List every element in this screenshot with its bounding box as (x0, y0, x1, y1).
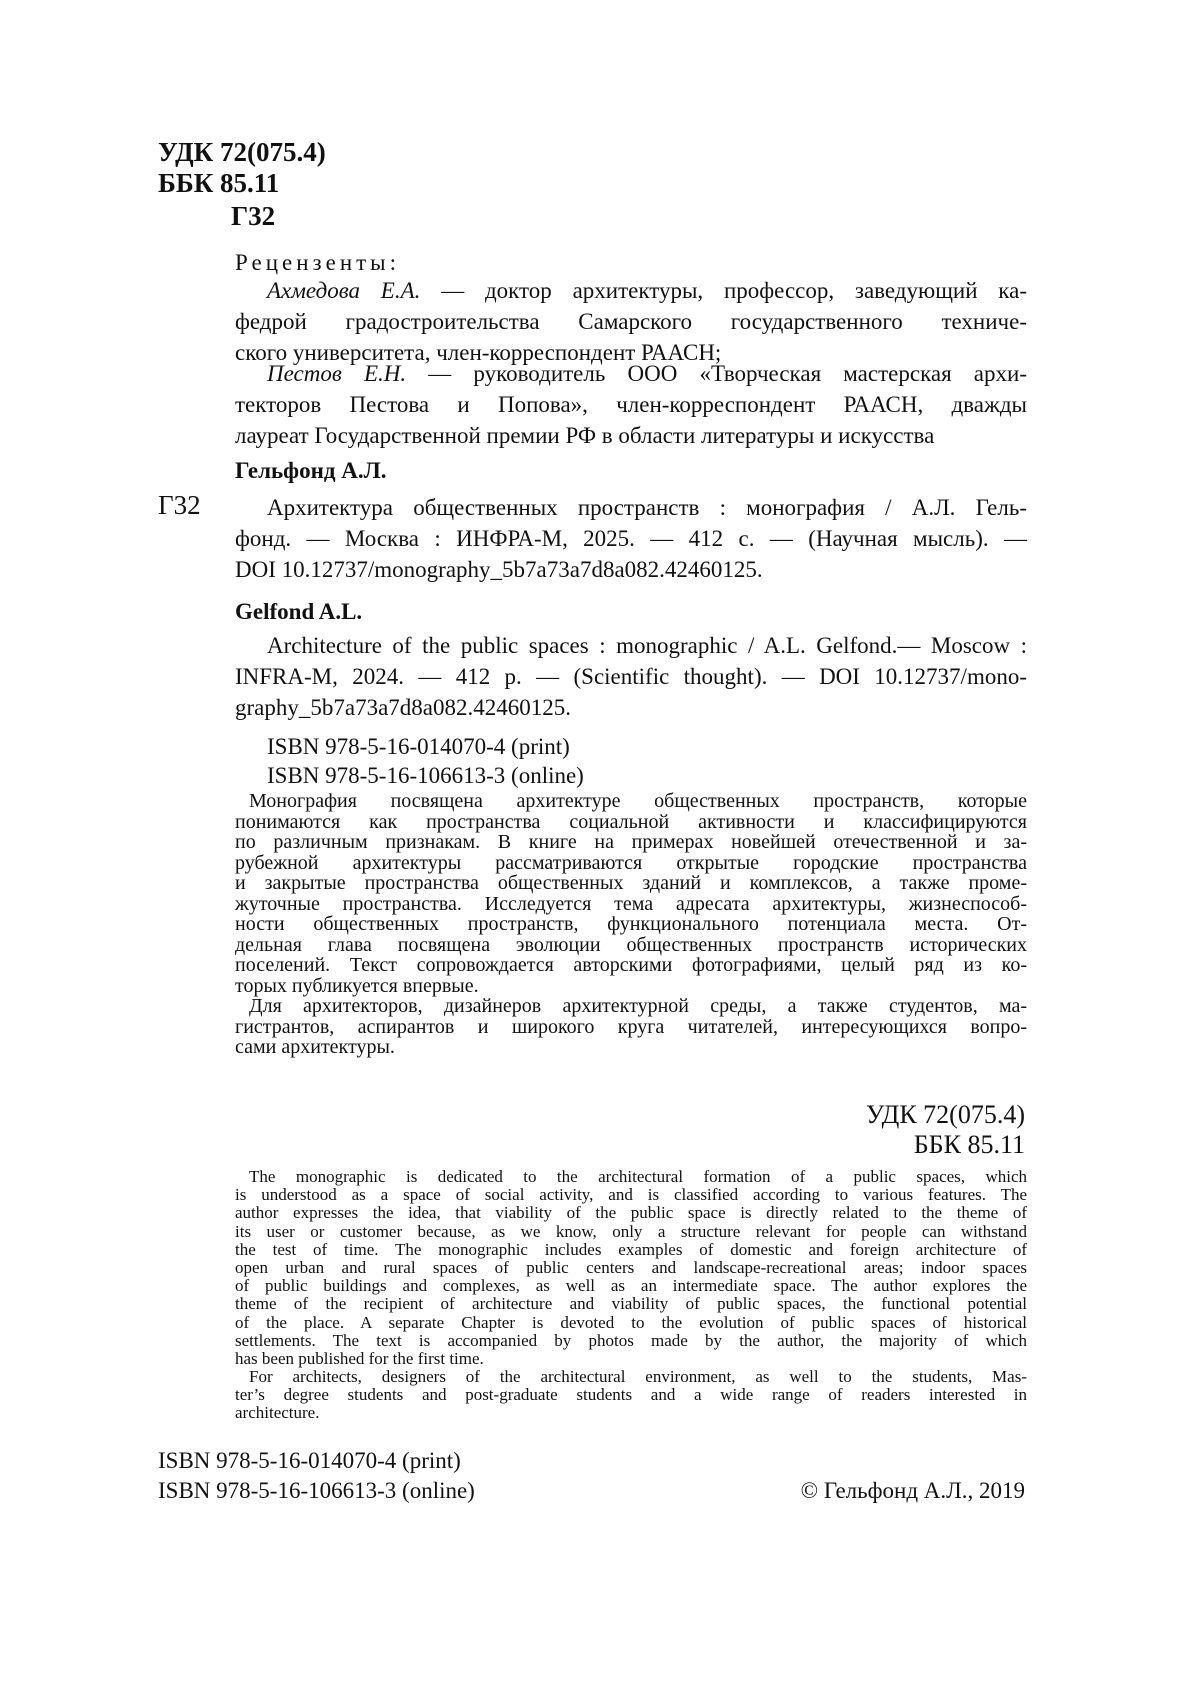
ru-author-mark: Г32 (158, 490, 201, 520)
annotation-line: дельная глава посвящена эволюции общественных пространств исторических (235, 933, 1027, 956)
ru-bib-record (235, 492, 1027, 585)
bbk-code: ББК 85.11 (158, 168, 280, 198)
annotation-line: Для архитекторов, дизайнеров архитектурной среды, а также студентов, ма- (249, 995, 1027, 1017)
copyright: © Гельфонд А.Л., 2019 (800, 1478, 1025, 1503)
annotation-line: settlements. The text is accompanied by photos made by the author, the majority of which (235, 1330, 1027, 1350)
reviewer-1-line2: федрой градостроительства Самарского государственного техниче- (235, 309, 1027, 334)
annotation-line: The monographic is dedicated to the architectural formation of a public spaces, which (249, 1167, 1027, 1186)
reviewer-2-line1: — руководитель ООО «Творческая мастерская архи- (406, 361, 1027, 386)
ru-bib-line1: Архитектура общественных пространств : монография / А.Л. Гель- (267, 495, 1027, 520)
annotation-line: has been published for the first time. (235, 1348, 484, 1368)
annotation-line: is understood as a space of social activity, and is classified according to various features. The (235, 1185, 1027, 1205)
reviewer-1-line1: — доктор архитектуры, профессор, заведующий ка- (420, 278, 1027, 303)
annotation-line: of public buildings and complexes, as well as an intermediate space. The author explores the (235, 1276, 1027, 1296)
footer-isbn-print: ISBN 978-5-16-014070-4 (print) (158, 1448, 461, 1473)
annotation-line: по различным признакам. В книге на примерах новейшей отечественной и за- (235, 831, 1027, 853)
reviewer-2 (235, 358, 1027, 451)
reviewer-2-name: Пестов Е.Н. (267, 361, 407, 386)
annotation-line: Монография посвящена архитектуре общественных пространств, которые (249, 790, 1027, 812)
udk-code: УДК 72(075.4) (158, 137, 326, 167)
isbn-print: ISBN 978-5-16-014070-4 (print) (267, 734, 570, 759)
annotation-line: author expresses the idea, that viability of the public space is directly related to the theme of (235, 1203, 1027, 1223)
annotation-line: рубежной архитектуры рассматриваются открытые городские пространства (235, 851, 1027, 874)
annotation-line: сами архитектуры. (235, 1036, 395, 1058)
annotation-line: architecture. (235, 1403, 320, 1423)
en-bib-line2: INFRA-M, 2024. — 412 p. — (Scientific thought). — DOI 10.12737/mono- (235, 664, 1027, 689)
ru-author: Гельфонд А.Л. (235, 458, 387, 483)
reviewer-1 (235, 275, 1027, 368)
ru-bib-line3: DOI 10.12737/monography_5b7a73a7d8a082.42460125. (235, 557, 763, 582)
ru-bib-line2: фонд. — Москва : ИНФРА-М, 2025. — 412 с. — (Научная мысль). — (235, 526, 1027, 551)
annotation-line: the test of time. The monographic includes examples of domestic and foreign architecture of (235, 1239, 1027, 1259)
annotation-line: гистрантов, аспирантов и широкого круга читателей, интересующихся вопро- (235, 1015, 1027, 1038)
annotation-line: и закрытые пространства общественных зданий и комплексов, а также проме- (235, 872, 1027, 894)
annotation-line: ности общественных пространств, функционального потенциала места. От- (235, 913, 1027, 935)
annotation-line: ter’s degree students and post-graduate students and a wide range of readers interested in (235, 1385, 1027, 1405)
annotation-line: open urban and rural spaces of public centers and landscape-recreational areas; indoor spaces (235, 1257, 1027, 1277)
reviewer-1-name: Ахмедова Е.А. (267, 278, 421, 303)
isbn-online: ISBN 978-5-16-106613-3 (online) (267, 763, 584, 788)
annotation-line: понимаются как пространства социальной активности и классифицируются (235, 810, 1027, 833)
annotation-line: поселений. Текст сопровождается авторскими фотографиями, целый ряд из ко- (235, 954, 1027, 976)
en-author: Gelfond A.L. (235, 599, 363, 624)
bbk-right: ББК 85.11 (913, 1130, 1025, 1159)
annotation-line: жуточные пространства. Исследуется тема адресата архитектуры, жизнеспособ- (235, 892, 1027, 915)
reviewer-1-line3: ского университета, член-корреспондент РААСН; (235, 340, 722, 365)
annotation-ru (235, 791, 1027, 1058)
annotation-line: торых публикуется впервые. (235, 974, 479, 997)
annotation-line: theme of the recipient of architecture and viability of public spaces, the functional potential (235, 1294, 1027, 1314)
en-bib-record (235, 630, 1027, 723)
annotation-line: its user or customer because, as we know, only a structure relevant for people can withstand (235, 1221, 1027, 1241)
annotation-en (235, 1168, 1027, 1423)
reviewer-2-line2: текторов Пестова и Попова», член-корреспондент РААСН, дважды (235, 392, 1027, 417)
reviewer-2-line3: лауреат Государственной премии РФ в области литературы и искусства (235, 423, 935, 448)
annotation-line: of the place. A separate Chapter is devoted to the evolution of public spaces of historical (235, 1312, 1027, 1332)
footer-isbn-online: ISBN 978-5-16-106613-3 (online) (158, 1478, 475, 1503)
author-mark: Г32 (231, 201, 276, 231)
udk-right: УДК 72(075.4) (865, 1100, 1025, 1129)
en-bib-line3: graphy_5b7a73a7d8a082.42460125. (235, 695, 571, 720)
en-bib-line1: Architecture of the public spaces : monographic / A.L. Gelfond.— Moscow : (267, 633, 1027, 658)
annotation-line: For architects, designers of the architectural environment, as well to the students, Mas- (249, 1367, 1027, 1387)
reviewers-heading: Рецензенты: (235, 250, 401, 275)
